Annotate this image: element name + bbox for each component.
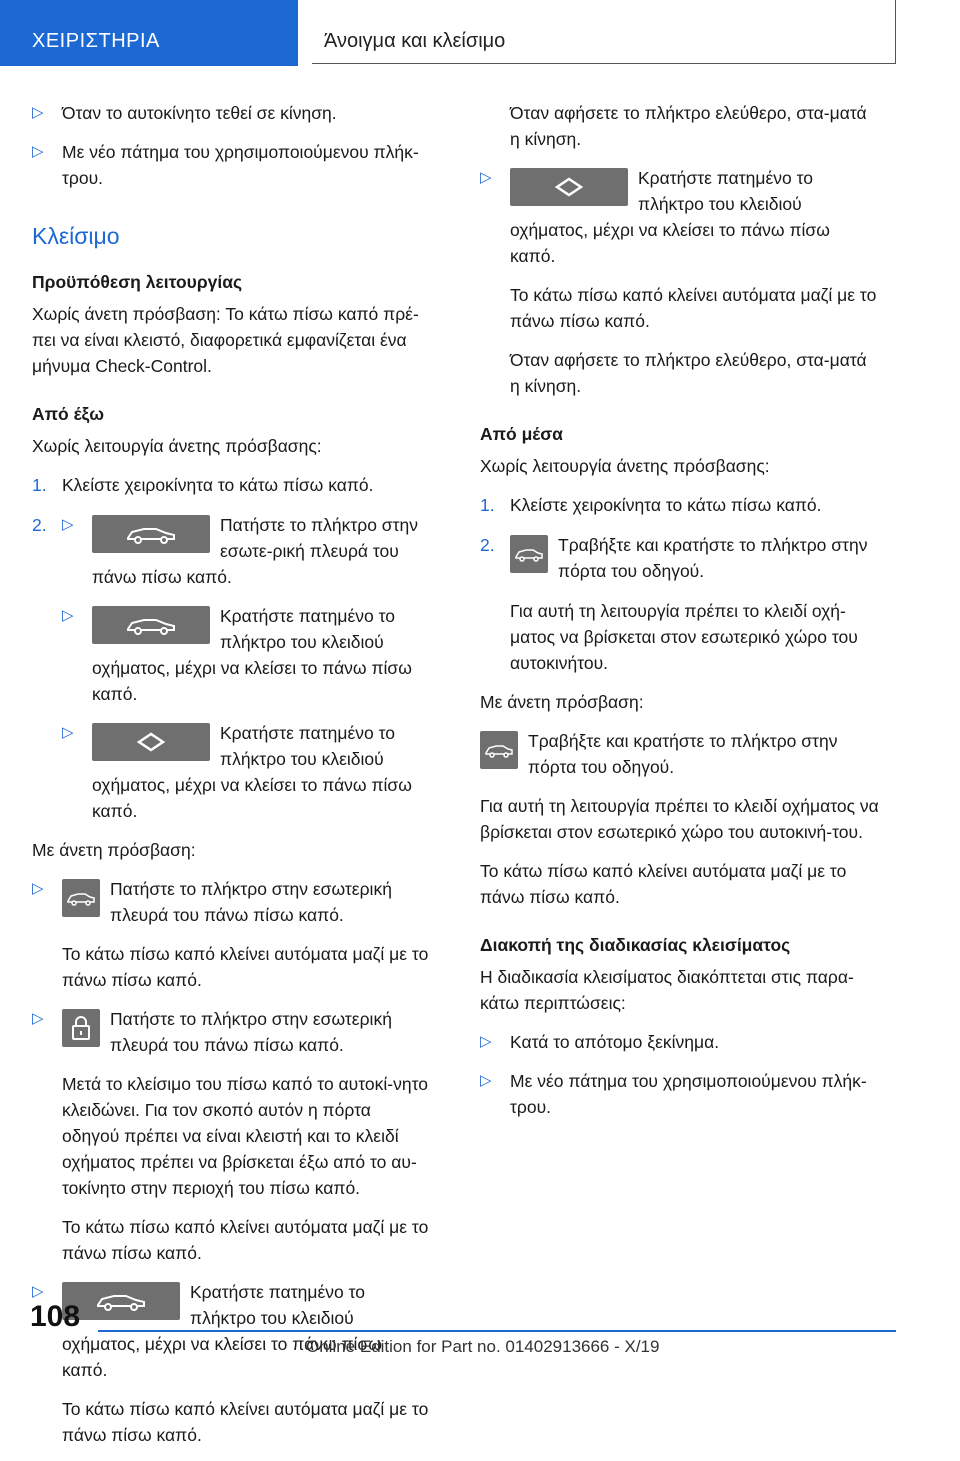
lock-icon: [62, 1009, 100, 1047]
paragraph: Όταν αφήσετε το πλήκτρο ελεύθερο, στα-ματά η κίνηση.: [510, 103, 867, 149]
numbered-step: 2. ▷ Πατήστε το πλήκτρο στην εσωτε-ρική πλευρά του πάνω πίσω καπό.: [32, 512, 432, 590]
list-item: ▷ Πατήστε το πλήκτρο στην εσωτερική πλευρά του πάνω πίσω καπό.: [32, 1006, 432, 1058]
bullet-icon: ▷: [62, 607, 74, 624]
section-heading: Κλείσιμο: [32, 223, 120, 249]
section-tab: ΧΕΙΡΙΣΤΗΡΙΑ: [0, 0, 298, 66]
car-small-icon: [480, 731, 518, 769]
paragraph: Χωρίς λειτουργία άνετης πρόσβασης:: [480, 456, 770, 476]
footer-divider: [98, 1330, 896, 1332]
footer-text: Online Edition for Part no. 01402913666 - X/19: [306, 1337, 660, 1356]
list-item: ▷ Με νέο πάτημα του χρησιμοποιούμενου πλήκ-τρου.: [32, 139, 432, 191]
page-header: [0, 0, 960, 66]
paragraph: Όταν αφήσετε το πλήκτρο ελεύθερο, στα-ματά η κίνηση.: [510, 350, 867, 396]
list-item: ▷ Κρατήστε πατημένο το πλήκτρο του κλειδιού οχήματος, μέχρι να κλείσει το πάνω πίσω καπό.: [480, 165, 880, 269]
paragraph: Το κάτω πίσω καπό κλείνει αυτόματα μαζί με το πάνω πίσω καπό.: [480, 861, 847, 907]
chapter-title: Άνοιγμα και κλείσιμο: [312, 0, 896, 64]
numbered-step: 1. Κλείστε χειροκίνητα το κάτω πίσω καπό.: [480, 495, 822, 515]
bullet-icon: ▷: [32, 143, 44, 160]
car-trunk-icon: [92, 606, 210, 644]
paragraph: Το κάτω πίσω καπό κλείνει αυτόματα μαζί με το πάνω πίσω καπό.: [62, 944, 429, 990]
subheading: Προϋπόθεση λειτουργίας: [32, 272, 243, 292]
bullet-icon: ▷: [62, 516, 74, 533]
right-column: [480, 100, 880, 1133]
list-item: ▷ Πατήστε το πλήκτρο στην εσωτερική πλευρά του πάνω πίσω καπό.: [32, 876, 432, 928]
bullet-icon: ▷: [32, 880, 44, 897]
paragraph: Το κάτω πίσω καπό κλείνει αυτόματα μαζί με το πάνω πίσω καπό.: [62, 1217, 429, 1263]
paragraph: Μετά το κλείσιμο του πίσω καπό το αυτοκί-νητο κλειδώνει. Για τον σκοπό αυτόν η πόρτα οδηγού πρέπει να είναι κλειστή και το κλειδί οχήματος πρέπει να βρίσκεται έξω από το αυ-τοκίνητο στην περιοχή του πίσω καπό.: [62, 1074, 428, 1198]
list-item: ▷ Με νέο πάτημα του χρησιμοποιούμενου πλήκ-τρου.: [480, 1068, 880, 1120]
subheading: Από μέσα: [480, 424, 563, 444]
paragraph: Για αυτή τη λειτουργία πρέπει το κλειδί οχή-ματος να βρίσκεται στον εσωτερικό χώρο του αυτοκινήτου.: [510, 601, 858, 673]
list-item: ▷ Κρατήστε πατημένο το πλήκτρο του κλειδιού οχήματος, μέχρι να κλείσει το πάνω πίσω καπό.: [32, 1279, 432, 1383]
list-item: ▷ Όταν το αυτοκίνητο τεθεί σε κίνηση.: [32, 100, 432, 126]
paragraph: Χωρίς άνετη πρόσβαση: Το κάτω πίσω καπό πρέ-πει να είναι κλειστό, διαφορετικά εμφανίζεται ένα μήνυμα Check-Control.: [32, 304, 419, 376]
bullet-icon: ▷: [62, 724, 74, 741]
car-trunk-icon: [92, 515, 210, 553]
bullet-icon: ▷: [32, 1283, 44, 1300]
close-diamond-icon: [510, 168, 628, 206]
numbered-step: 1. Κλείστε χειροκίνητα το κάτω πίσω καπό.: [32, 475, 374, 495]
page-number: 108: [30, 1300, 81, 1333]
paragraph: Χωρίς λειτουργία άνετης πρόσβασης:: [32, 436, 322, 456]
bullet-icon: ▷: [32, 1010, 44, 1027]
car-small-icon: [62, 879, 100, 917]
paragraph: Για αυτή τη λειτουργία πρέπει το κλειδί οχήματος να βρίσκεται στον εσωτερικό χώρο του αυτοκινή-του.: [480, 796, 879, 842]
subheading: Διακοπή της διαδικασίας κλεισίματος: [480, 935, 791, 955]
list-item: ▷ Κρατήστε πατημένο το πλήκτρο του κλειδιού οχήματος, μέχρι να κλείσει το πάνω πίσω καπό.: [32, 603, 432, 707]
paragraph: Η διαδικασία κλεισίματος διακόπτεται στις παρα-κάτω περιπτώσεις:: [480, 967, 854, 1013]
paragraph: Με άνετη πρόσβαση:: [480, 692, 644, 712]
left-column: [32, 100, 432, 1461]
car-small-icon: [510, 535, 548, 573]
list-item: ▷ Κρατήστε πατημένο το πλήκτρο του κλειδιού οχήματος, μέχρι να κλείσει το πάνω πίσω καπό.: [32, 720, 432, 824]
numbered-step: 2. Τραβήξτε και κρατήστε το πλήκτρο στην πόρτα του οδηγού.: [480, 535, 868, 581]
list-item: ▷ Κατά το απότομο ξεκίνημα.: [480, 1029, 880, 1055]
paragraph: Το κάτω πίσω καπό κλείνει αυτόματα μαζί με το πάνω πίσω καπό.: [62, 1399, 429, 1445]
paragraph: Με άνετη πρόσβαση:: [32, 840, 196, 860]
close-diamond-icon: [92, 723, 210, 761]
bullet-icon: ▷: [32, 104, 44, 121]
bullet-icon: ▷: [480, 169, 492, 186]
bullet-icon: ▷: [480, 1033, 492, 1050]
paragraph: Το κάτω πίσω καπό κλείνει αυτόματα μαζί με το πάνω πίσω καπό.: [510, 285, 877, 331]
subheading: Από έξω: [32, 404, 105, 424]
list-item: Τραβήξτε και κρατήστε το πλήκτρο στην πόρτα του οδηγού.: [480, 728, 880, 780]
bullet-icon: ▷: [480, 1072, 492, 1089]
